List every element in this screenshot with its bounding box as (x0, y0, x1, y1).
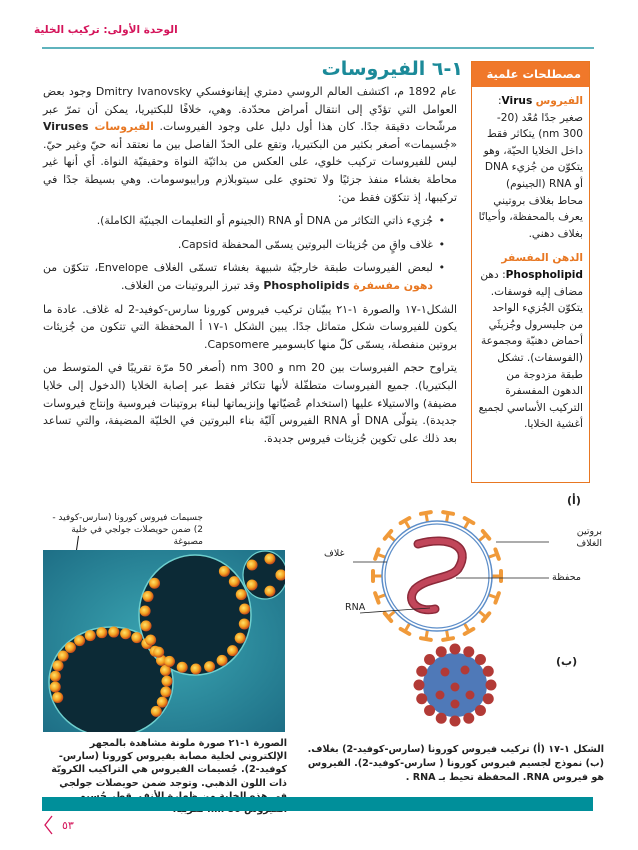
spike-protein (489, 549, 499, 558)
unit-title: الوحدة الأولى: تركيب الخلية (34, 24, 178, 36)
virus-particle (236, 589, 247, 600)
chevron-left-icon (42, 814, 56, 836)
term-en: Virus (501, 95, 533, 107)
spike (475, 705, 486, 716)
term-definition: دهن مضاف إليه فوسفات. يتكوّن الجُزيء الواحد من جليسرول وجُزيئَي أحماض دهنيّة ومجموعة (الفوسفات). تشكل طبقة مزدوجة من الدهون المفسفرة التركيب الأساسي لجميع أغشية الخلايا. (478, 268, 583, 431)
text-run: وقد تبرز البروتينات من الغلاف. (120, 278, 260, 292)
spike (416, 666, 427, 677)
virus-particle (96, 627, 107, 638)
virus-particle (52, 692, 63, 703)
spike-protein (465, 624, 474, 634)
spike-protein (373, 571, 382, 581)
list-item: • غلاف واقٍ من جُزيئات البروتين يسمّى المحفظة Capsid. (43, 236, 445, 254)
figure-label-b: (ب) (556, 655, 578, 668)
virus-particle (108, 627, 119, 638)
virus-particle (85, 630, 96, 641)
glossary-term-phospholipid: الدهن المفسفر Phospholipid: دهن مضاف إليه فوسفات. يتكوّن الجُزيء الواحد من جليسرول وجُزيئَي أحماض دهنيّة ومجموعة (الفوسفات). تشكل طبقة مزدوجة من الدهون المفسفرة التركيب الأساسي لجميع أغشية الخلايا. (478, 252, 583, 431)
list-item (43, 259, 445, 294)
virus-particle (157, 697, 168, 708)
photo-annotation: جسيمات فيروس كورونا (سارس-كوفيد - 2) ضمن حويصلات جولجي في خلية مصبوغة (52, 513, 203, 547)
term-ar: الفيروس (535, 95, 583, 107)
page-number: ٥٣ (62, 818, 74, 832)
term-ar: الدهن المفسفر (501, 252, 583, 265)
text-run: لبعض الفيروسات طبقة خارجيّة شبيهة بغشاء تسمّى الغلاف Envelope، تتكوّن من (43, 261, 433, 275)
virus-particle (190, 663, 201, 674)
virus-particle (120, 628, 131, 639)
spike-protein (375, 549, 385, 558)
spike-protein (401, 624, 410, 634)
spike (424, 654, 435, 665)
virus-particle (151, 706, 162, 717)
spike-protein (385, 531, 395, 541)
glossary-term-virus: الفيروس Virus: صغير جدًا مُعْد (20-300 nm) يتكاثر فقط داخل الخلايا الحيّة، وهو يتكوّن من جُزيء DNA أو RNA (الجينوم) محاط بغلاف بروتيني يعرف بالمحفظة، وأحيانًا بغلاف دهني. (478, 95, 583, 240)
virus-particle (264, 553, 275, 564)
section-title (322, 58, 463, 80)
virus-particle (227, 645, 238, 656)
virus-particle (50, 681, 61, 692)
spike (486, 680, 497, 691)
virus-particle (239, 604, 250, 615)
label-envelope-protein: بروتين الغلاف (576, 526, 602, 549)
spike (450, 644, 461, 655)
virus-particle (141, 620, 152, 631)
spike (436, 646, 447, 657)
spike (414, 680, 425, 691)
virus-particle (177, 662, 188, 673)
figure-caption: الشكل ١-١٧ (أ) تركيب فيروس كورونا (سارس-كوفيد-2) بغلاف. (ب) نموذج لجسيم فيروس كورونا ( سارس-كوفيد-2). الفيروس هو فيروس RNA. المحفظة تحيط بـ RNA . (307, 744, 604, 783)
section-number: ١-٦ (431, 58, 463, 80)
spike (461, 666, 470, 675)
term-definition: صغير جدًا مُعْد (20-300 nm) يتكاثر فقط داخل الخلايا الحيّة، وهو يتكوّن من جُزيء DNA أو RNA (الجينوم) محاط بغلاف بروتيني يعرف بالمحفظة، وأحيانًا بغلاف دهني. (478, 111, 583, 240)
virus-particle (131, 632, 142, 643)
key-term-en: Viruses (43, 120, 95, 134)
unit-header (34, 24, 194, 36)
spike (436, 691, 445, 700)
spike (441, 668, 450, 677)
page-footer (42, 814, 74, 836)
virus-particle (145, 634, 156, 645)
key-term: الفيروسات (94, 120, 154, 134)
spike-protein (443, 630, 453, 640)
paragraph-size: يتراوح حجم الفيروسات بين 20 nm و 300 nm (أصغر 50 مرّة تقريبًا في المتوسط من البكتيريا). جميع الفيروسات متطفّلة لأنها تتكاثر فقط عبر إصابة الخلايا (الدخول إلى خلايا مضيفة) والاستيلاء عليها (استخدام عُضيّاتها وإنزيماتها لبناء بروتينات فيروسية وإنتاج فيروسات جديدة). يتولّى DNA أو RNA الفيروس آليّة بناء البروتين في الخليّة المضيفة، والتي تساعد بعد ذلك على تكوين جُزيئات فيروس جديدة. (43, 361, 458, 445)
spike (483, 666, 494, 677)
spike (416, 693, 427, 704)
virus-components-list (43, 212, 457, 294)
spike-protein (421, 630, 431, 640)
spike (451, 683, 460, 692)
spike (451, 700, 460, 709)
header-divider (42, 47, 594, 49)
virus-particle (65, 642, 76, 653)
virus-particle (219, 566, 230, 577)
spike (436, 713, 447, 724)
virus-particle (58, 651, 69, 662)
spike (466, 691, 475, 700)
virus-particle (149, 578, 160, 589)
micrograph-illustration (43, 550, 285, 732)
virus-particle (161, 676, 172, 687)
coronavirus-model (410, 640, 500, 730)
spike-protein (385, 611, 395, 621)
spike-protein (465, 518, 474, 528)
glossary-sidebar (471, 61, 590, 483)
label-rna: RNA (345, 602, 366, 613)
virus-particle (247, 579, 258, 590)
glossary-heading: مصطلحات علمية (472, 62, 589, 87)
spike (424, 705, 435, 716)
virus-particle (204, 661, 215, 672)
spike-protein (489, 593, 499, 602)
label-capsid: محفظة (552, 572, 581, 583)
spike-protein (492, 571, 501, 581)
virus-particle (153, 647, 164, 658)
list-item: • جُزيء ذاتي التكاثر من DNA أو RNA (الجينوم أو التعليمات الجينيّة الكاملة). (43, 212, 445, 230)
spike (463, 646, 474, 657)
spike (463, 713, 474, 724)
main-text (43, 83, 457, 453)
term-en: Phospholipid (505, 268, 583, 281)
key-term-en: Phospholipids (259, 278, 354, 292)
spike (475, 654, 486, 665)
micrograph-image (43, 550, 285, 732)
spike-protein (421, 512, 431, 522)
virus-particle (160, 686, 171, 697)
virus-particle (53, 660, 64, 671)
virus-particle (229, 576, 240, 587)
spike-protein (401, 518, 410, 528)
paragraph-structure: الشكل١-١٧ والصورة ١-٢١ يبيّنان تركيب فيروس كورونا سارس-كوفيد-2 له غلاف. عادة ما يكون للفيروسات شكل متماثل جدًا. يبين الشكل ١-١٧ أ المحفظة التي تتكون من جُزيئات بروتين منفصلة، يسمّى كلّ منها كابسومير Capsomere. (43, 302, 457, 351)
key-term: دهون مفسفرة (353, 278, 433, 292)
virus-particle (217, 655, 228, 666)
spike-protein (375, 593, 385, 602)
virus-particle (143, 591, 154, 602)
virus-particle (247, 560, 258, 571)
virus-particle (74, 635, 85, 646)
figure-label-a: (أ) (567, 494, 581, 507)
section-title-text: الفيروسات (321, 58, 426, 80)
footer-bar (42, 797, 593, 811)
spike (450, 716, 461, 727)
photo-caption: الصورة ١-٢١ صورة ملونة مشاهدة بالمجهر الإلكتروني لخلية مصابة بفيروس كورونا (سارس-كوفيد-2). جُسيمات الفيروس هي التراكيب الكرويّة ذات اللون الذهبي. وتوجد ضمن حويصلات جولجي (51, 738, 287, 789)
text-run: عام 1892 م، اكتشف العالم الروسي دمتري إيفانوفسكي Dmitry Ivanovsky وجود بعض العوامل التي تؤدّي إلى انتقال أمراض محدّدة. وهي، خلافًا للبكتيريا، يمكن أن تمرّ عبر مرشّحات دقيقة جدًا. كان هذا أول دليل على وجود الفيروسات. (43, 85, 457, 134)
virus-particle (264, 586, 275, 597)
spike-protein (479, 611, 489, 621)
spike-protein (443, 512, 453, 522)
virus-particle (140, 606, 151, 617)
virus-particle (164, 656, 175, 667)
spike-protein (479, 531, 489, 541)
paragraph-intro (43, 83, 457, 206)
virus-particle (239, 618, 250, 629)
text-run: «جُسيمات» أصغر بكثير من البكتيريا، وتقع على الحدّ الفاصل بين ما نعتقد أنه حيّ وغير حيّ. ليس للفيروسات تركيب خلوي، على العكس من بدائيّة النواة وحقيقيّة النواة. أي أنها غير محاطة بغشاء منفذ جزئيًا ولا تحتوي على سيتوبلازم ورايبوسومات. وهي بسيطة جدًا في تركيبها، إذ تتكوّن فقط من: (43, 137, 457, 204)
virus-particle (50, 671, 61, 682)
label-envelope: غلاف (324, 548, 345, 559)
spike (483, 693, 494, 704)
virus-particle (235, 633, 246, 644)
